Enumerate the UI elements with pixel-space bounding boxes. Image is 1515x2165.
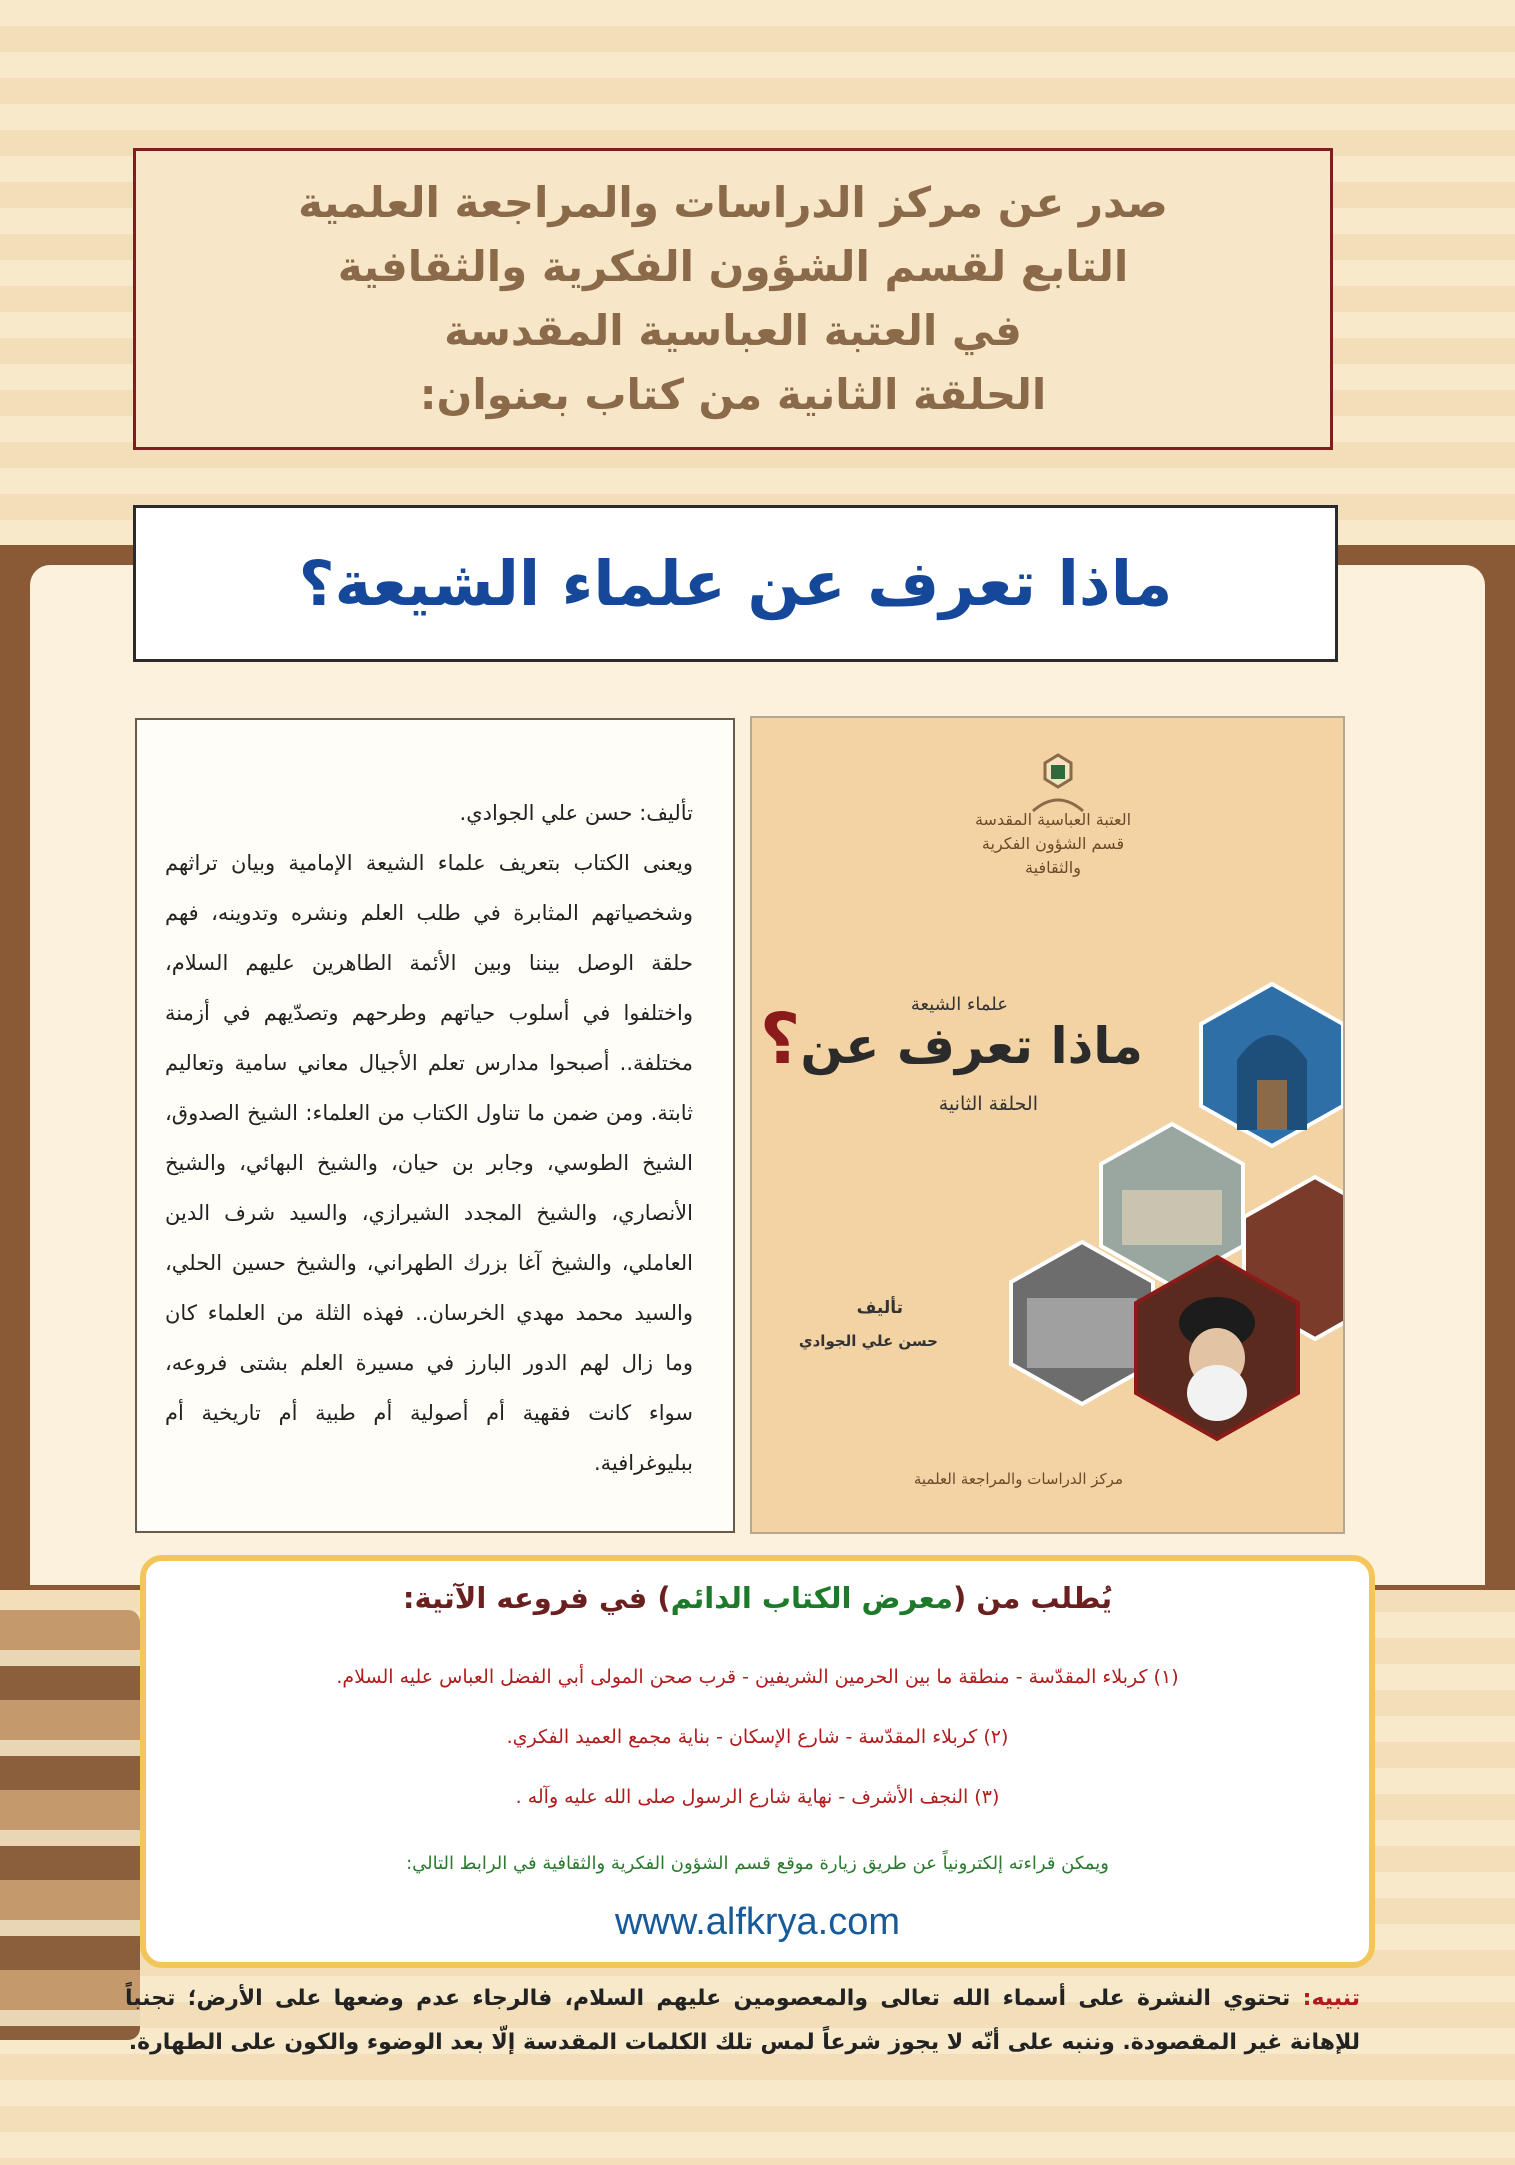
background-books-stack bbox=[0, 1610, 140, 2040]
heading-suffix: ) في فروعه الآتية: bbox=[402, 1581, 671, 1615]
notice-label: تنبيه: bbox=[1302, 1986, 1360, 2011]
description-box bbox=[135, 718, 735, 1533]
cover-logo-text-2: قسم الشؤون الفكرية والثقافية bbox=[981, 834, 1125, 877]
cover-logo-caption bbox=[958, 808, 1148, 880]
header-line-3: في العتبة العباسية المقدسة bbox=[444, 306, 1022, 355]
branch-1: (١) كربلاء المقدّسة - منطقة ما بين الحرمين الشريفين - قرب صحن المولى أبي الفضل العباس عليه السلام. bbox=[336, 1666, 1179, 1688]
availability-heading bbox=[146, 1581, 1369, 1615]
notice-text: تحتوي النشرة على أسماء الله تعالى والمعصومين عليهم السلام، فالرجاء عدم وضعها على الأرض؛ تجنباً للإهانة غير المقصودة. وننبه على أنّه لا يجوز شرعاً لمس تلك الكلمات المقدسة إلّا بعد الوضوء والكون على الطهارة. bbox=[125, 1986, 1360, 2055]
cover-episode: الحلقة الثانية bbox=[938, 1093, 1038, 1115]
branch-2: (٢) كربلاء المقدّسة - شارع الإسكان - بناية مجمع العميد الفكري. bbox=[506, 1726, 1009, 1748]
cover-author-label: تأليف bbox=[856, 1298, 903, 1318]
availability-box bbox=[140, 1555, 1375, 1968]
cover-subtitle: علماء الشيعة bbox=[910, 994, 1008, 1015]
publisher-header bbox=[133, 148, 1333, 450]
sanctity-notice bbox=[125, 1977, 1360, 2065]
cover-question-mark: ؟ bbox=[759, 998, 801, 1080]
description-text bbox=[165, 788, 693, 1488]
book-title: ماذا تعرف عن علماء الشيعة؟ bbox=[298, 547, 1173, 620]
cover-author-name: حسن علي الجوادي bbox=[798, 1332, 938, 1350]
description-body: ويعنى الكتاب بتعريف علماء الشيعة الإمامية وبيان تراثهم وشخصياتهم المثابرة في طلب العلم ونشره وتدوينه، فهم حلقة الوصل بيننا وبين الأئمة الطاهرين عليهم السلام، واختلفوا في أسلوب حياتهم وطرحهم وتصدّيهم في أزمنة مختلفة.. أصبحوا مدارس تعلم الأجيال معاني سامية وتعاليم ثابتة. ومن ضمن ما تناول الكتاب من العلماء: الشيخ الصدوق، الشيخ الطوسي، وجابر بن حيان، والشيخ البهائي، والشيخ الأنصاري، والشيخ المجدد الشيرازي، والسيد شرف الدين العاملي، والشيخ آغا بزرك الطهراني، والشيخ حسين الحلي، والسيد محمد مهدي الخرسان.. فهذه الثلة من العلماء كان وما زال لهم الدور البارز في مسيرة العلم بشتى فروعه، سواء كانت فقهية أم أصولية أم طبية أم تاريخية أم ببليوغرافية. bbox=[165, 851, 693, 1475]
shrine-logo-icon bbox=[1023, 753, 1093, 813]
branch-3: (٣) النجف الأشرف - نهاية شارع الرسول صلى الله عليه وآله . bbox=[515, 1786, 1000, 1808]
cover-publisher-footer: مركز الدراسات والمراجعة العلمية bbox=[913, 1470, 1123, 1488]
heading-prefix: يُطلب من ( bbox=[952, 1581, 1113, 1615]
cover-title-text: ماذا تعرف عن bbox=[800, 1017, 1143, 1075]
scholar-portrait-hexagon-image bbox=[1132, 1253, 1302, 1443]
header-line-2: التابع لقسم الشؤون الفكرية والثقافية bbox=[337, 242, 1129, 291]
book-cover bbox=[750, 716, 1345, 1534]
website-link[interactable]: www.alfkrya.com bbox=[614, 1901, 901, 1943]
book-title-box bbox=[133, 505, 1338, 662]
description-author: تأليف: حسن علي الجوادي. bbox=[459, 801, 693, 825]
cover-title bbox=[760, 998, 1143, 1080]
header-line-4: الحلقة الثانية من كتاب بعنوان: bbox=[419, 370, 1047, 419]
heading-highlight: معرض الكتاب الدائم bbox=[670, 1581, 953, 1615]
header-line-1: صدر عن مركز الدراسات والمراجعة العلمية bbox=[298, 178, 1168, 227]
online-reading-text: ويمكن قراءته إلكترونياً عن طريق زيارة موقع قسم الشؤون الفكرية والثقافية في الرابط التالي: bbox=[406, 1853, 1109, 1874]
cover-logo-text-1: العتبة العباسية المقدسة bbox=[974, 810, 1132, 829]
